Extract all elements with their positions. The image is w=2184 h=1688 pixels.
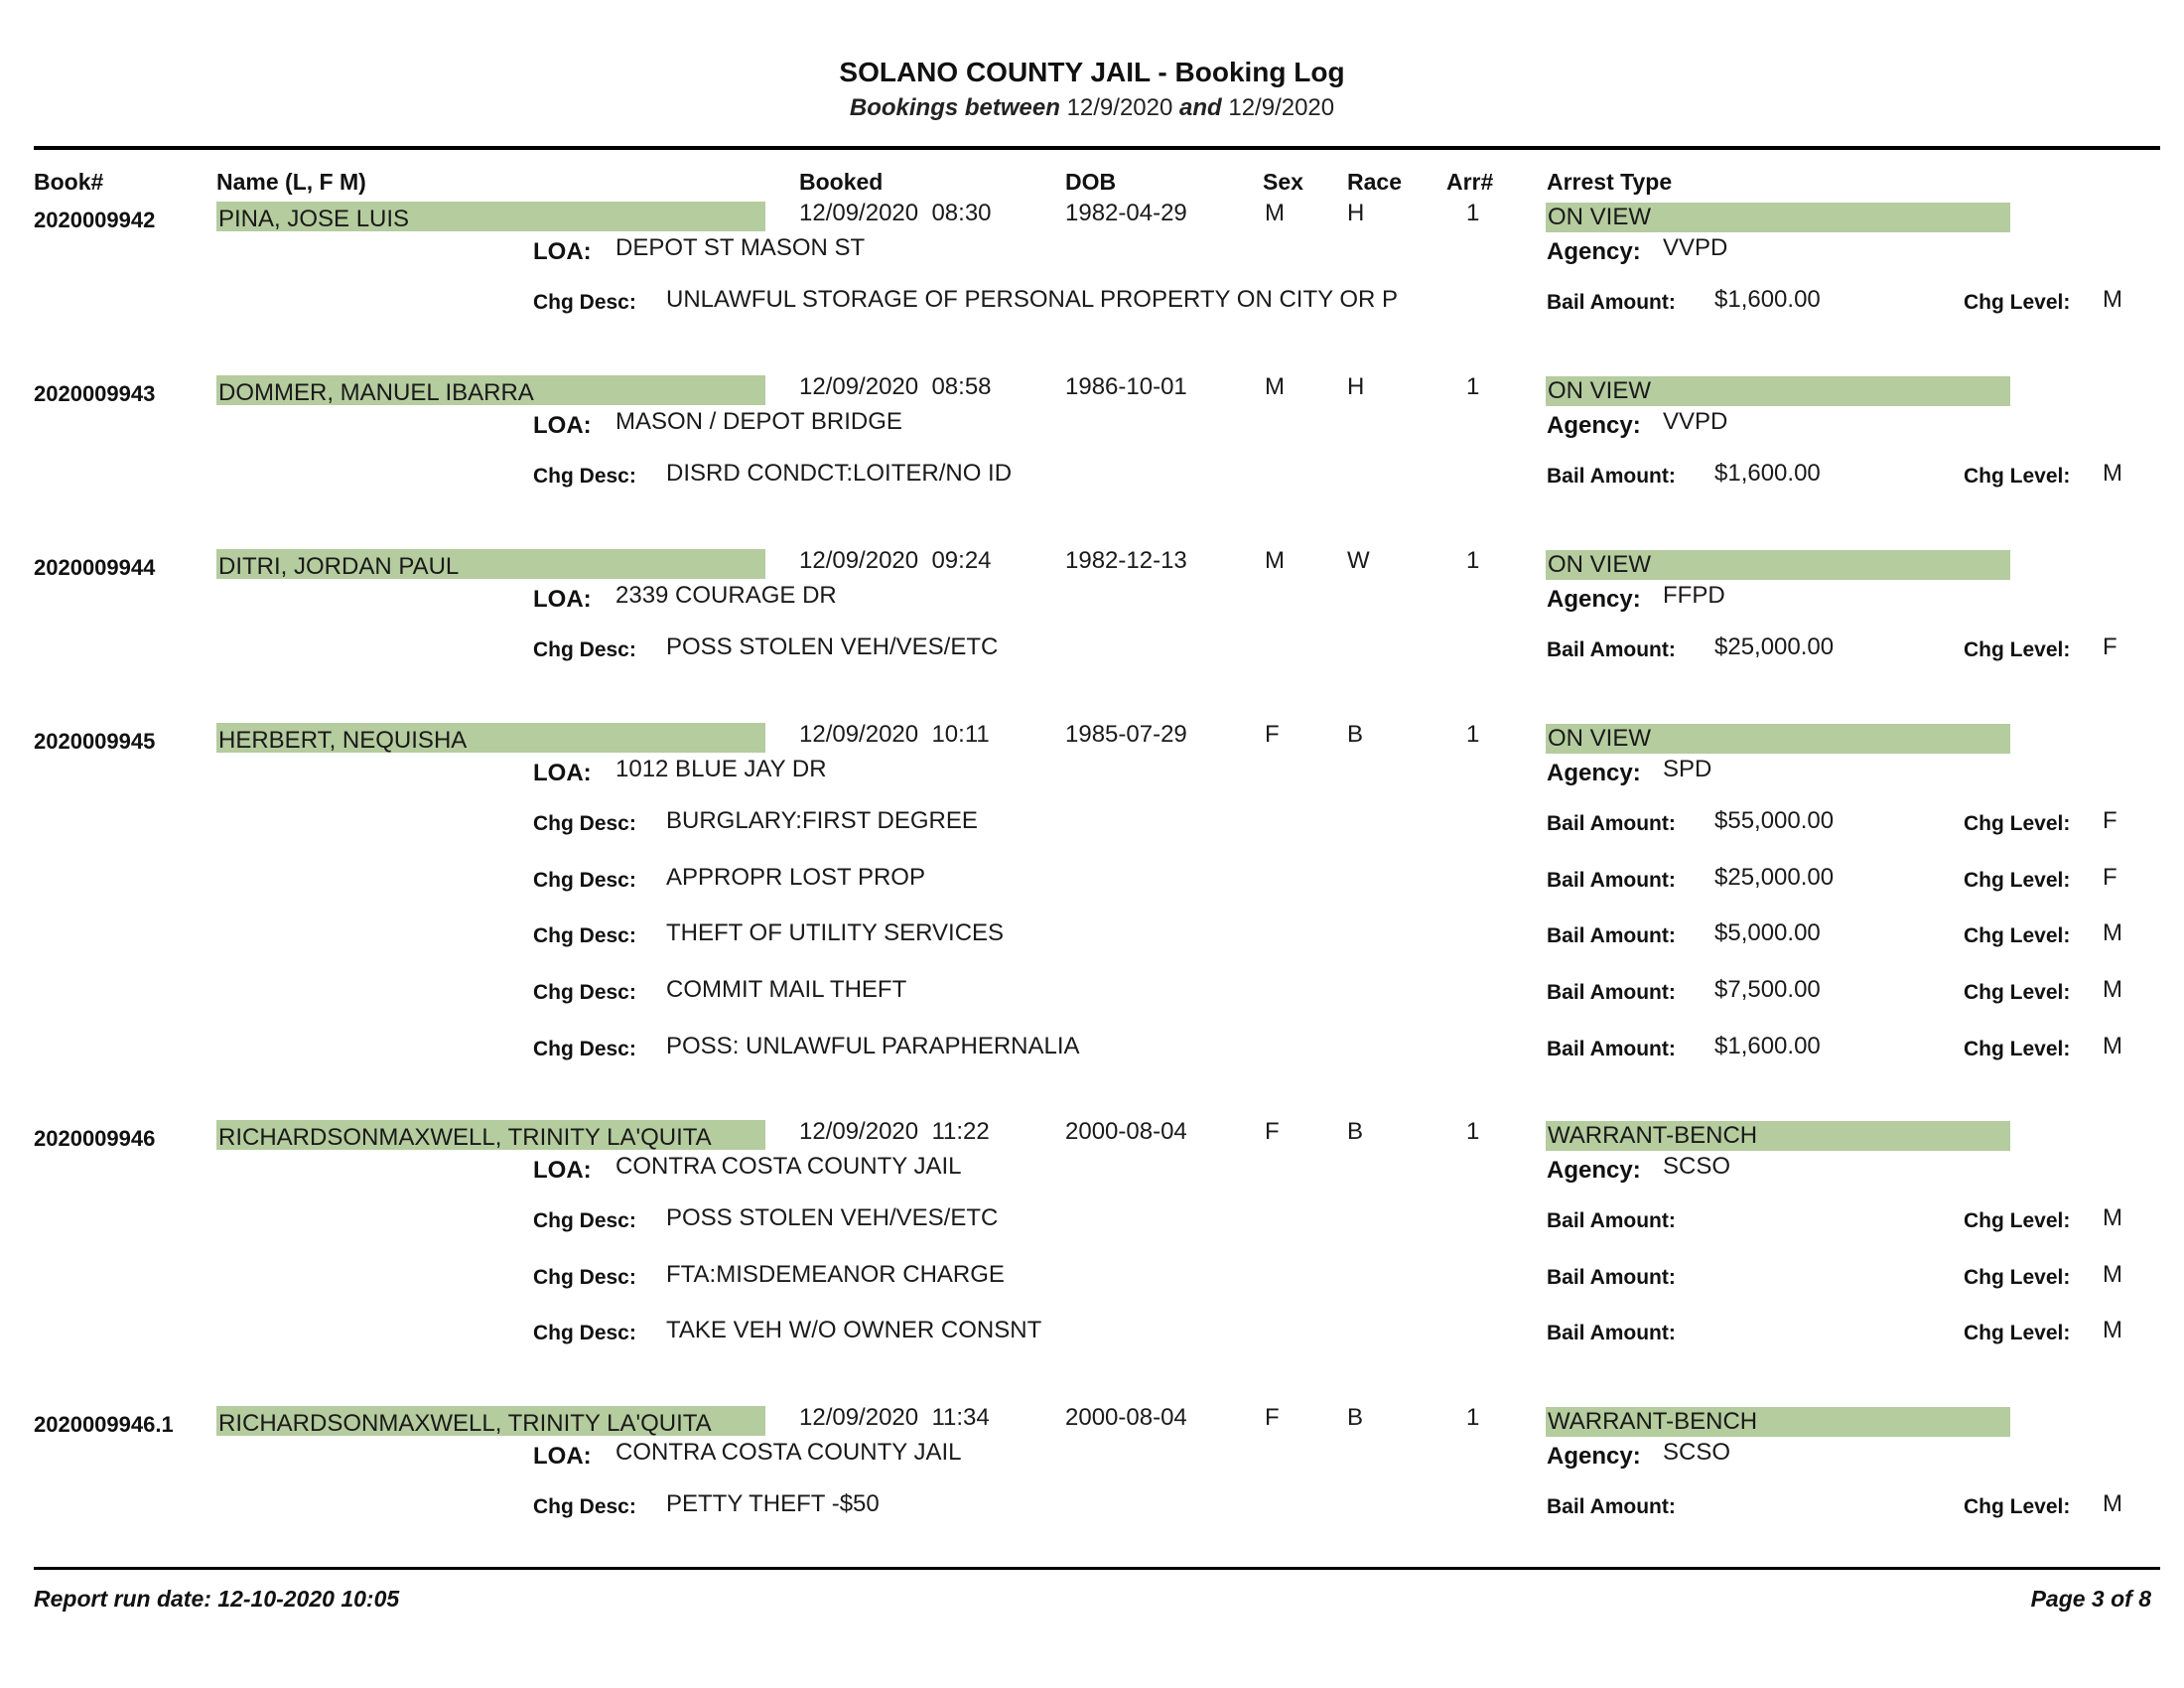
- report-run-date: Report run date: 12-10-2020 10:05: [34, 1586, 400, 1612]
- booking-number: 2020009942: [34, 208, 156, 232]
- arrest-type: ON VIEW: [1546, 203, 2010, 232]
- loa-label: LOA:: [533, 760, 592, 786]
- chg-level-label: Chg Level:: [1964, 1495, 2071, 1518]
- bail-amount: $25,000.00: [1714, 633, 1835, 660]
- charge-level: M: [2103, 1490, 2122, 1517]
- charge-description: DISRD CONDCT:LOITER/NO ID: [666, 460, 1013, 487]
- charge-level: F: [2103, 807, 2117, 834]
- location-of-arrest: 2339 COURAGE DR: [615, 582, 837, 609]
- col-header-name: Name (L, F M): [216, 169, 366, 195]
- bail-amount: $7,500.00: [1714, 976, 1821, 1003]
- bail-amount-label: Bail Amount:: [1547, 1209, 1676, 1232]
- race-value: H: [1347, 373, 1365, 400]
- bail-amount-label: Bail Amount:: [1547, 638, 1676, 661]
- chg-level-label: Chg Level:: [1964, 465, 2071, 488]
- inmate-name: PINA, JOSE LUIS: [216, 202, 765, 231]
- col-header-arr: Arr#: [1446, 169, 1494, 195]
- booking-number: 2020009945: [34, 729, 156, 754]
- date-of-birth: 1982-12-13: [1065, 547, 1187, 574]
- charge-description: THEFT OF UTILITY SERVICES: [666, 919, 1005, 946]
- booking-number: 2020009946: [34, 1126, 156, 1151]
- col-header-sex: Sex: [1263, 169, 1303, 195]
- chg-desc-label: Chg Desc:: [533, 465, 636, 488]
- charge-level: F: [2103, 864, 2117, 891]
- agency-label: Agency:: [1547, 586, 1641, 613]
- booked-datetime: 12/09/2020 11:34: [799, 1404, 990, 1431]
- chg-desc-label: Chg Desc:: [533, 1209, 636, 1232]
- report-title: SOLANO COUNTY JAIL - Booking Log: [839, 57, 1345, 87]
- bail-amount-label: Bail Amount:: [1547, 869, 1676, 892]
- location-of-arrest: DEPOT ST MASON ST: [615, 234, 866, 261]
- chg-desc-label: Chg Desc:: [533, 1038, 636, 1060]
- date-to: 12/9/2020: [1228, 94, 1335, 121]
- charge-level: M: [2103, 460, 2122, 487]
- arrest-type: ON VIEW: [1546, 376, 2010, 406]
- bail-amount-label: Bail Amount:: [1547, 1038, 1676, 1060]
- agency-label: Agency:: [1547, 238, 1641, 265]
- agency-value: VVPD: [1663, 234, 1728, 261]
- agency-value: FFPD: [1663, 582, 1725, 609]
- chg-level-label: Chg Level:: [1964, 812, 2071, 835]
- charge-level: M: [2103, 976, 2122, 1003]
- inmate-name: HERBERT, NEQUISHA: [216, 723, 765, 753]
- charge-level: M: [2103, 1261, 2122, 1288]
- agency-value: SPD: [1663, 756, 1712, 782]
- agency-label: Agency:: [1547, 412, 1641, 439]
- report-subtitle: [0, 94, 2184, 122]
- chg-desc-label: Chg Desc:: [533, 1266, 636, 1289]
- col-header-arrest-type: Arrest Type: [1547, 169, 1673, 195]
- bail-amount: $1,600.00: [1714, 460, 1821, 487]
- booking-number: 2020009946.1: [34, 1412, 174, 1437]
- charge-level: F: [2103, 633, 2117, 660]
- date-of-birth: 1985-07-29: [1065, 721, 1187, 748]
- chg-level-label: Chg Level:: [1964, 1038, 2071, 1060]
- charge-description: COMMIT MAIL THEFT: [666, 976, 907, 1003]
- agency-value: VVPD: [1663, 408, 1728, 435]
- agency-label: Agency:: [1547, 1157, 1641, 1184]
- race-value: B: [1347, 1118, 1364, 1145]
- charge-description: POSS STOLEN VEH/VES/ETC: [666, 1204, 999, 1231]
- date-of-birth: 2000-08-04: [1065, 1404, 1187, 1431]
- loa-label: LOA:: [533, 238, 592, 265]
- chg-desc-label: Chg Desc:: [533, 291, 636, 314]
- loa-label: LOA:: [533, 1443, 592, 1470]
- bail-amount-label: Bail Amount:: [1547, 981, 1676, 1004]
- chg-level-label: Chg Level:: [1964, 1209, 2071, 1232]
- bail-amount-label: Bail Amount:: [1547, 812, 1676, 835]
- location-of-arrest: CONTRA COSTA COUNTY JAIL: [615, 1153, 962, 1180]
- subtitle-and: and: [1179, 94, 1222, 121]
- charge-level: M: [2103, 1204, 2122, 1231]
- charge-level: M: [2103, 1317, 2122, 1343]
- inmate-name: RICHARDSONMAXWELL, TRINITY LA'QUITA: [216, 1120, 765, 1150]
- chg-desc-label: Chg Desc:: [533, 1495, 636, 1518]
- booked-datetime: 12/09/2020 08:30: [799, 200, 992, 226]
- sex-value: M: [1265, 373, 1285, 400]
- arrest-type: WARRANT-BENCH: [1546, 1407, 2010, 1437]
- date-of-birth: 1986-10-01: [1065, 373, 1187, 400]
- arrest-count: 1: [1466, 1404, 1480, 1431]
- arrest-count: 1: [1466, 721, 1480, 748]
- bail-amount-label: Bail Amount:: [1547, 291, 1676, 314]
- charge-description: PETTY THEFT -$50: [666, 1490, 880, 1517]
- chg-level-label: Chg Level:: [1964, 1322, 2071, 1344]
- arrest-type: WARRANT-BENCH: [1546, 1121, 2010, 1151]
- sex-value: F: [1265, 721, 1280, 748]
- chg-desc-label: Chg Desc:: [533, 981, 636, 1004]
- arrest-count: 1: [1466, 373, 1480, 400]
- col-header-book: Book#: [34, 169, 104, 195]
- chg-level-label: Chg Level:: [1964, 638, 2071, 661]
- bail-amount: $1,600.00: [1714, 1033, 1821, 1059]
- booking-number: 2020009944: [34, 555, 156, 580]
- chg-desc-label: Chg Desc:: [533, 1322, 636, 1344]
- date-from: 12/9/2020: [1066, 94, 1173, 121]
- booking-number: 2020009943: [34, 381, 156, 406]
- sex-value: F: [1265, 1118, 1280, 1145]
- subtitle-prefix: Bookings between: [849, 94, 1060, 121]
- charge-level: M: [2103, 286, 2122, 313]
- inmate-name: RICHARDSONMAXWELL, TRINITY LA'QUITA: [216, 1406, 765, 1436]
- bail-amount: $25,000.00: [1714, 864, 1835, 891]
- bail-amount-label: Bail Amount:: [1547, 1322, 1676, 1344]
- bail-amount-label: Bail Amount:: [1547, 924, 1676, 947]
- race-value: B: [1347, 1404, 1364, 1431]
- chg-desc-label: Chg Desc:: [533, 812, 636, 835]
- booked-datetime: 12/09/2020 08:58: [799, 373, 992, 400]
- bail-amount: $5,000.00: [1714, 919, 1821, 946]
- chg-level-label: Chg Level:: [1964, 1266, 2071, 1289]
- booked-datetime: 12/09/2020 10:11: [799, 721, 990, 748]
- chg-level-label: Chg Level:: [1964, 869, 2071, 892]
- charge-level: M: [2103, 919, 2122, 946]
- arrest-type: ON VIEW: [1546, 550, 2010, 580]
- date-of-birth: 1982-04-29: [1065, 200, 1187, 226]
- agency-label: Agency:: [1547, 760, 1641, 786]
- sex-value: M: [1265, 547, 1285, 574]
- inmate-name: DOMMER, MANUEL IBARRA: [216, 375, 765, 405]
- bail-amount-label: Bail Amount:: [1547, 465, 1676, 488]
- chg-level-label: Chg Level:: [1964, 924, 2071, 947]
- bail-amount: $55,000.00: [1714, 807, 1835, 834]
- date-of-birth: 2000-08-04: [1065, 1118, 1187, 1145]
- agency-value: SCSO: [1663, 1439, 1731, 1466]
- col-header-dob: DOB: [1065, 169, 1117, 195]
- charge-description: UNLAWFUL STORAGE OF PERSONAL PROPERTY ON CITY OR P: [666, 286, 1399, 313]
- race-value: W: [1347, 547, 1370, 574]
- sex-value: M: [1265, 200, 1285, 226]
- col-header-race: Race: [1347, 169, 1402, 195]
- chg-level-label: Chg Level:: [1964, 981, 2071, 1004]
- inmate-name: DITRI, JORDAN PAUL: [216, 549, 765, 579]
- chg-desc-label: Chg Desc:: [533, 924, 636, 947]
- race-value: H: [1347, 200, 1365, 226]
- charge-description: APPROPR LOST PROP: [666, 864, 925, 891]
- charge-level: M: [2103, 1033, 2122, 1059]
- arrest-count: 1: [1466, 547, 1480, 574]
- loa-label: LOA:: [533, 1157, 592, 1184]
- arrest-type: ON VIEW: [1546, 724, 2010, 754]
- arrest-count: 1: [1466, 200, 1480, 226]
- charge-description: POSS: UNLAWFUL PARAPHERNALIA: [666, 1033, 1080, 1059]
- location-of-arrest: MASON / DEPOT BRIDGE: [615, 408, 902, 435]
- race-value: B: [1347, 721, 1364, 748]
- booked-datetime: 12/09/2020 11:22: [799, 1118, 990, 1145]
- bail-amount: $1,600.00: [1714, 286, 1821, 313]
- footer-rule: [34, 1567, 2160, 1570]
- bail-amount-label: Bail Amount:: [1547, 1266, 1676, 1289]
- charge-description: FTA:MISDEMEANOR CHARGE: [666, 1261, 1005, 1288]
- location-of-arrest: 1012 BLUE JAY DR: [615, 756, 827, 782]
- chg-level-label: Chg Level:: [1964, 291, 2071, 314]
- loa-label: LOA:: [533, 412, 592, 439]
- location-of-arrest: CONTRA COSTA COUNTY JAIL: [615, 1439, 962, 1466]
- header-rule: [34, 146, 2160, 150]
- charge-description: POSS STOLEN VEH/VES/ETC: [666, 633, 999, 660]
- charge-description: TAKE VEH W/O OWNER CONSNT: [666, 1317, 1042, 1343]
- agency-value: SCSO: [1663, 1153, 1731, 1180]
- sex-value: F: [1265, 1404, 1280, 1431]
- page-number: Page 3 of 8: [2030, 1586, 2151, 1612]
- bail-amount-label: Bail Amount:: [1547, 1495, 1676, 1518]
- agency-label: Agency:: [1547, 1443, 1641, 1470]
- chg-desc-label: Chg Desc:: [533, 638, 636, 661]
- col-header-booked: Booked: [799, 169, 884, 195]
- charge-description: BURGLARY:FIRST DEGREE: [666, 807, 978, 834]
- chg-desc-label: Chg Desc:: [533, 869, 636, 892]
- loa-label: LOA:: [533, 586, 592, 613]
- booked-datetime: 12/09/2020 09:24: [799, 547, 992, 574]
- arrest-count: 1: [1466, 1118, 1480, 1145]
